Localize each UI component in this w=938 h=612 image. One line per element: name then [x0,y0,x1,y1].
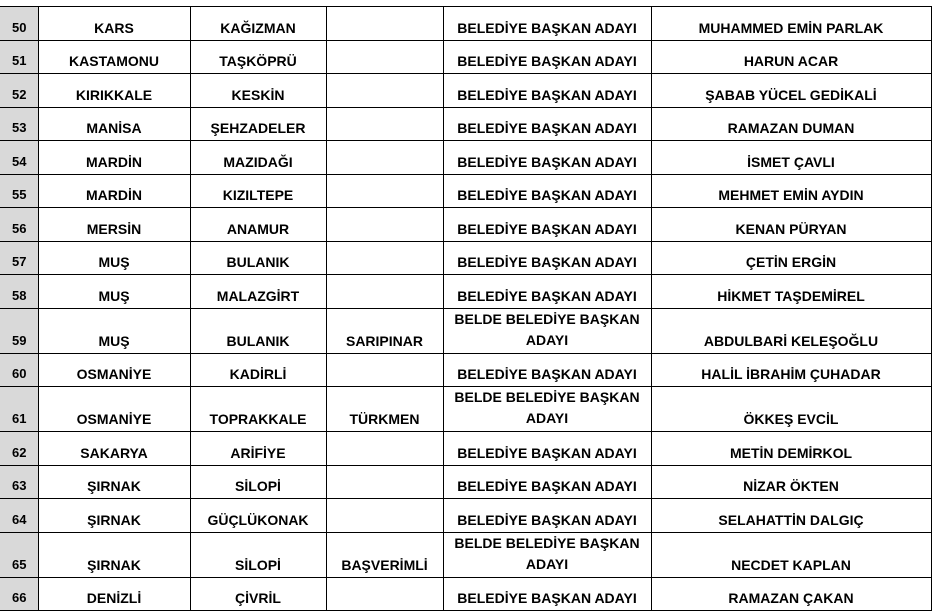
district-cell: KAĞIZMAN [190,7,326,41]
row-number: 65 [0,532,38,577]
table-row [0,432,931,466]
row-number: 61 [0,387,38,432]
table-row [0,241,931,275]
district-cell: KIZILTEPE [190,174,326,208]
position-cell: BELEDİYE BAŞKAN ADAYI [443,40,651,74]
town-cell [326,7,443,41]
town-cell [326,174,443,208]
row-number: 56 [0,208,38,242]
district-cell: MAZIDAĞI [190,141,326,175]
candidate-name-cell: ÇETİN ERGİN [651,241,931,275]
province-cell: MUŞ [38,275,190,309]
candidate-name-cell: HALİL İBRAHİM ÇUHADAR [651,353,931,387]
candidate-name-cell: İSMET ÇAVLI [651,141,931,175]
town-cell: SARIPINAR [326,308,443,353]
position-cell: BELDE BELEDİYE BAŞKAN ADAYI [443,532,651,577]
table-row [0,174,931,208]
district-cell: KADİRLİ [190,353,326,387]
candidate-name-cell: RAMAZAN ÇAKAN [651,577,931,611]
row-number: 51 [0,40,38,74]
table-row [0,141,931,175]
table-row [0,532,931,577]
row-number: 50 [0,7,38,41]
row-number: 64 [0,499,38,533]
town-cell [326,577,443,611]
table-row [0,353,931,387]
province-cell: MUŞ [38,308,190,353]
province-cell: MARDİN [38,141,190,175]
town-cell [326,465,443,499]
province-cell: ŞIRNAK [38,499,190,533]
candidate-name-cell: KENAN PÜRYAN [651,208,931,242]
row-number: 52 [0,74,38,108]
province-cell: SAKARYA [38,432,190,466]
district-cell: ARİFİYE [190,432,326,466]
candidate-name-cell: HİKMET TAŞDEMİREL [651,275,931,309]
town-cell [326,275,443,309]
province-cell: ŞIRNAK [38,532,190,577]
town-cell [326,208,443,242]
position-cell: BELEDİYE BAŞKAN ADAYI [443,208,651,242]
town-cell [326,40,443,74]
town-cell: TÜRKMEN [326,387,443,432]
row-number: 53 [0,107,38,141]
candidate-name-cell: NECDET KAPLAN [651,532,931,577]
town-cell [326,353,443,387]
position-cell: BELEDİYE BAŞKAN ADAYI [443,465,651,499]
district-cell: TOPRAKKALE [190,387,326,432]
candidate-name-cell: SELAHATTİN DALGIÇ [651,499,931,533]
candidate-name-cell: MEHMET EMİN AYDIN [651,174,931,208]
row-number: 62 [0,432,38,466]
town-cell [326,107,443,141]
candidate-name-cell: ABDULBARİ KELEŞOĞLU [651,308,931,353]
table-row [0,40,931,74]
position-cell: BELEDİYE BAŞKAN ADAYI [443,241,651,275]
row-number: 60 [0,353,38,387]
district-cell: SİLOPİ [190,532,326,577]
table-row [0,465,931,499]
province-cell: KASTAMONU [38,40,190,74]
position-cell: BELEDİYE BAŞKAN ADAYI [443,577,651,611]
town-cell: BAŞVERİMLİ [326,532,443,577]
row-number: 66 [0,577,38,611]
position-cell: BELEDİYE BAŞKAN ADAYI [443,74,651,108]
candidate-name-cell: ÖKKEŞ EVCİL [651,387,931,432]
row-number: 58 [0,275,38,309]
province-cell: MARDİN [38,174,190,208]
table-row [0,74,931,108]
position-cell: BELEDİYE BAŞKAN ADAYI [443,141,651,175]
row-number: 57 [0,241,38,275]
candidate-name-cell: ŞABAB YÜCEL GEDİKALİ [651,74,931,108]
table-row [0,499,931,533]
position-cell: BELEDİYE BAŞKAN ADAYI [443,353,651,387]
province-cell: MUŞ [38,241,190,275]
position-cell: BELEDİYE BAŞKAN ADAYI [443,7,651,41]
province-cell: OSMANİYE [38,387,190,432]
district-cell: SİLOPİ [190,465,326,499]
table-row [0,387,931,432]
district-cell: GÜÇLÜKONAK [190,499,326,533]
position-cell: BELEDİYE BAŞKAN ADAYI [443,499,651,533]
candidate-name-cell: NİZAR ÖKTEN [651,465,931,499]
table-row [0,7,931,41]
candidates-table [0,6,932,611]
table-row [0,308,931,353]
district-cell: ŞEHZADELER [190,107,326,141]
row-number: 63 [0,465,38,499]
province-cell: KIRIKKALE [38,74,190,108]
candidate-name-cell: HARUN ACAR [651,40,931,74]
position-cell: BELDE BELEDİYE BAŞKAN ADAYI [443,387,651,432]
position-cell: BELEDİYE BAŞKAN ADAYI [443,275,651,309]
district-cell: MALAZGİRT [190,275,326,309]
table-row [0,577,931,611]
district-cell: TAŞKÖPRÜ [190,40,326,74]
town-cell [326,141,443,175]
row-number: 54 [0,141,38,175]
position-cell: BELDE BELEDİYE BAŞKAN ADAYI [443,308,651,353]
position-cell: BELEDİYE BAŞKAN ADAYI [443,174,651,208]
candidates-table-body [0,7,931,611]
town-cell [326,432,443,466]
province-cell: MANİSA [38,107,190,141]
position-cell: BELEDİYE BAŞKAN ADAYI [443,432,651,466]
district-cell: KESKİN [190,74,326,108]
province-cell: MERSİN [38,208,190,242]
province-cell: ŞIRNAK [38,465,190,499]
district-cell: BULANIK [190,241,326,275]
province-cell: OSMANİYE [38,353,190,387]
town-cell [326,499,443,533]
province-cell: DENİZLİ [38,577,190,611]
district-cell: ÇİVRİL [190,577,326,611]
candidate-name-cell: METİN DEMİRKOL [651,432,931,466]
candidate-name-cell: RAMAZAN DUMAN [651,107,931,141]
position-cell: BELEDİYE BAŞKAN ADAYI [443,107,651,141]
town-cell [326,74,443,108]
province-cell: KARS [38,7,190,41]
town-cell [326,241,443,275]
district-cell: ANAMUR [190,208,326,242]
row-number: 59 [0,308,38,353]
table-row [0,107,931,141]
candidate-name-cell: MUHAMMED EMİN PARLAK [651,7,931,41]
district-cell: BULANIK [190,308,326,353]
table-row [0,208,931,242]
row-number: 55 [0,174,38,208]
table-row [0,275,931,309]
